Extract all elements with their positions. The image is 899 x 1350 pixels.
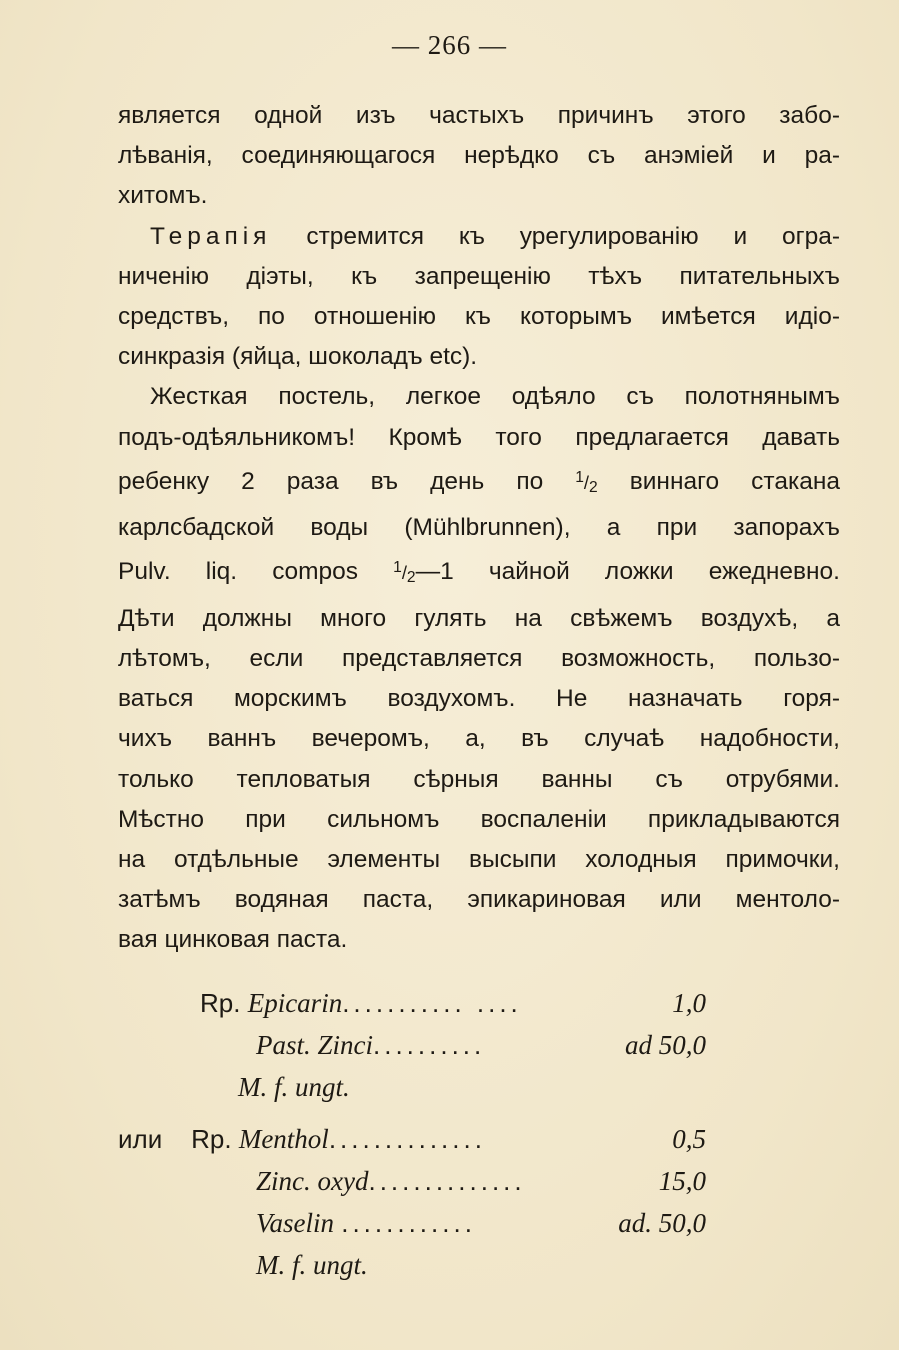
text-line: Дѣти должны много гулять на свѣжемъ воздухѣ, а [118,604,840,632]
text-line: синкразія (яйца, шоколадъ etc). [118,343,478,371]
text-line: является одной изъ частыхъ причинъ этого забо- [118,102,840,129]
ingredient-quantity: ad. 50,0 [618,1208,706,1238]
ingredient-name: Past. Zinci [256,1030,374,1060]
prescription-line [256,1250,556,1290]
ingredient-name: Zinc. oxyd [256,1166,369,1196]
ingredient-quantity: 0,5 [672,1124,706,1154]
text-line: чихъ ваннъ вечеромъ, а, въ случаѣ надобности, [118,725,840,753]
leader-dots: .............. [368,1166,526,1196]
prescription-line [200,988,706,1028]
body-text [118,96,840,961]
text-line: Терапія стремится къ урегулированію и огра- [150,222,841,250]
text-line: средствъ, по отношенію къ которымъ имѣется идіо- [118,303,840,331]
prescription-line [256,1166,706,1206]
leader-dots: .......... [373,1030,486,1060]
rp-label: Rp. [200,988,241,1018]
text-line: лѣванія, соединяющагося нерѣдко съ анэміей и ра- [118,142,840,170]
or-label: или [118,1124,163,1154]
text-line: Мѣстно при сильномъ воспаленіи прикладываются [118,805,840,833]
prescription-line [256,1030,706,1070]
text-line: ребенку 2 раза въ день по $^1/_2$ виннаго стакана [118,467,841,496]
ingredient-quantity: 15,0 [658,1166,706,1196]
fraction: $^1/_2$ [575,468,598,496]
mixture-instruction: M. f. ungt. [256,1250,368,1280]
leader-dots: .............. [328,1124,486,1154]
text-line: лѣтомъ, если представляется возможность, пользо- [118,644,840,672]
mixture-instruction: M. f. ungt. [238,1072,350,1102]
text-line: на отдѣльные элементы высыпи холодныя примочки, [118,845,840,873]
text-line: подъ-одѣяльникомъ! Кромѣ того предлагается давать [118,423,840,451]
text-line: Pulv. liq. compos $^1/_2—1$ чайной ложки ежедневно. [118,558,840,587]
fraction: $^1/_2$ [393,559,416,587]
text-line: карлсбадской воды (Mühlbrunnen), а при запорахъ [118,514,840,542]
prescription-line [238,1072,538,1112]
text-line: ваться морскимъ воздухомъ. Не назначать горя- [118,685,840,713]
ingredient-name: Epicarin [247,988,343,1018]
text-line: хитомъ. [118,182,208,210]
page-number: — 266 — [392,30,507,60]
leader-dots: ............ [341,1208,476,1238]
text-line: Жесткая постель, легкое одѣяло съ полотнянымъ [150,383,840,411]
rp-label: Rp. [191,1124,232,1154]
text-line: ниченію діэты, къ запрещенію тѣхъ питательныхъ [118,262,840,290]
leader-dots: ........... .... [342,988,522,1018]
prescription-line [118,1124,706,1164]
therapy-heading-word: Терапія [150,222,272,250]
text-line: вая цинковая паста. [118,926,348,954]
ingredient-name: Vaselin [256,1208,334,1238]
text-line: затѣмъ водяная паста, эпикариновая или ментоло- [118,886,840,914]
prescription-line [256,1208,706,1248]
ingredient-quantity: ad 50,0 [625,1030,706,1060]
text-line: только тепловатыя сѣрныя ванны съ отрубями. [118,765,840,793]
ingredient-quantity: 1,0 [672,988,706,1018]
ingredient-name: Menthol [238,1124,329,1154]
